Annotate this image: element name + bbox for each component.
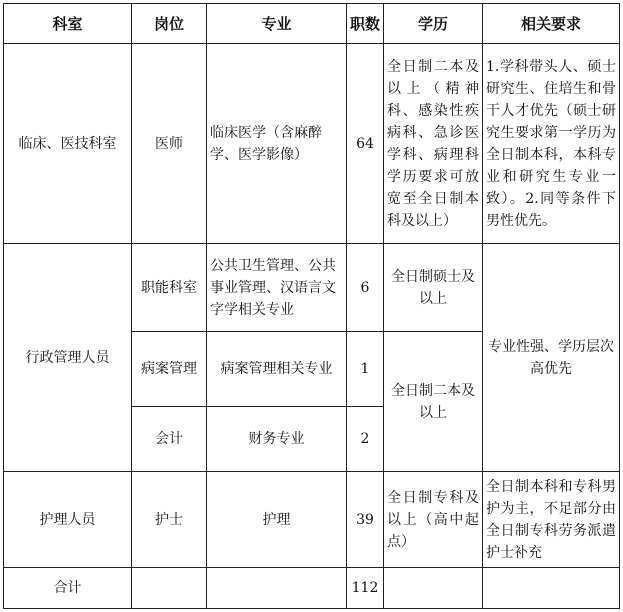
edu-cell: 全日制硕士及以上	[384, 244, 483, 332]
table-row	[4, 472, 620, 568]
header-count: 职数	[347, 4, 384, 44]
header-req: 相关要求	[483, 4, 620, 44]
post-cell: 会计	[132, 407, 207, 472]
dept-cell: 临床、医技科室	[4, 44, 132, 244]
edu-cell: 全日制二本及以上	[384, 332, 483, 472]
dept-cell: 行政管理人员	[4, 244, 132, 472]
count-cell: 64	[347, 44, 384, 244]
post-cell: 职能科室	[132, 244, 207, 332]
count-cell: 1	[347, 332, 384, 407]
empty-cell	[384, 568, 483, 609]
post-cell: 医师	[132, 44, 207, 244]
header-major: 专业	[207, 4, 347, 44]
count-cell: 2	[347, 407, 384, 472]
major-cell: 财务专业	[207, 407, 347, 472]
req-cell: 全日制本科和专科男护为主，不足部分由全日制专科劳务派遣护士补充	[483, 472, 620, 568]
total-count: 112	[347, 568, 384, 609]
req-cell: 专业性强、学历层次高优先	[483, 244, 620, 472]
major-cell: 护理	[207, 472, 347, 568]
header-edu: 学历	[384, 4, 483, 44]
count-cell: 39	[347, 472, 384, 568]
edu-cell: 全日制专科及以上（高中起点）	[384, 472, 483, 568]
table-row	[4, 244, 620, 332]
table-row	[4, 44, 620, 244]
header-row	[4, 4, 620, 44]
empty-cell	[483, 568, 620, 609]
req-cell: 1.学科带头人、硕士研究生、住培生和骨干人才优先（硕士研究生要求第一学历为全日制本科，本科专业和研究生专业一致）。2.同等条件下男性优先。	[483, 44, 620, 244]
count-cell: 6	[347, 244, 384, 332]
major-cell: 病案管理相关专业	[207, 332, 347, 407]
header-dept: 科室	[4, 4, 132, 44]
major-cell: 公共卫生管理、公共事业管理、汉语言文字学相关专业	[207, 244, 347, 332]
edu-cell: 全日制二本及以上（精神科、感染性疾病科、急诊医学科、病理科学历要求可放宽至全日制本科及以上）	[384, 44, 483, 244]
empty-cell	[207, 568, 347, 609]
post-cell: 病案管理	[132, 332, 207, 407]
post-cell: 护士	[132, 472, 207, 568]
dept-cell: 护理人员	[4, 472, 132, 568]
total-row	[4, 568, 620, 609]
major-cell: 临床医学（含麻醉学、医学影像）	[207, 44, 347, 244]
empty-cell	[132, 568, 207, 609]
header-post: 岗位	[132, 4, 207, 44]
recruitment-table	[3, 3, 620, 609]
total-label: 合计	[4, 568, 132, 609]
